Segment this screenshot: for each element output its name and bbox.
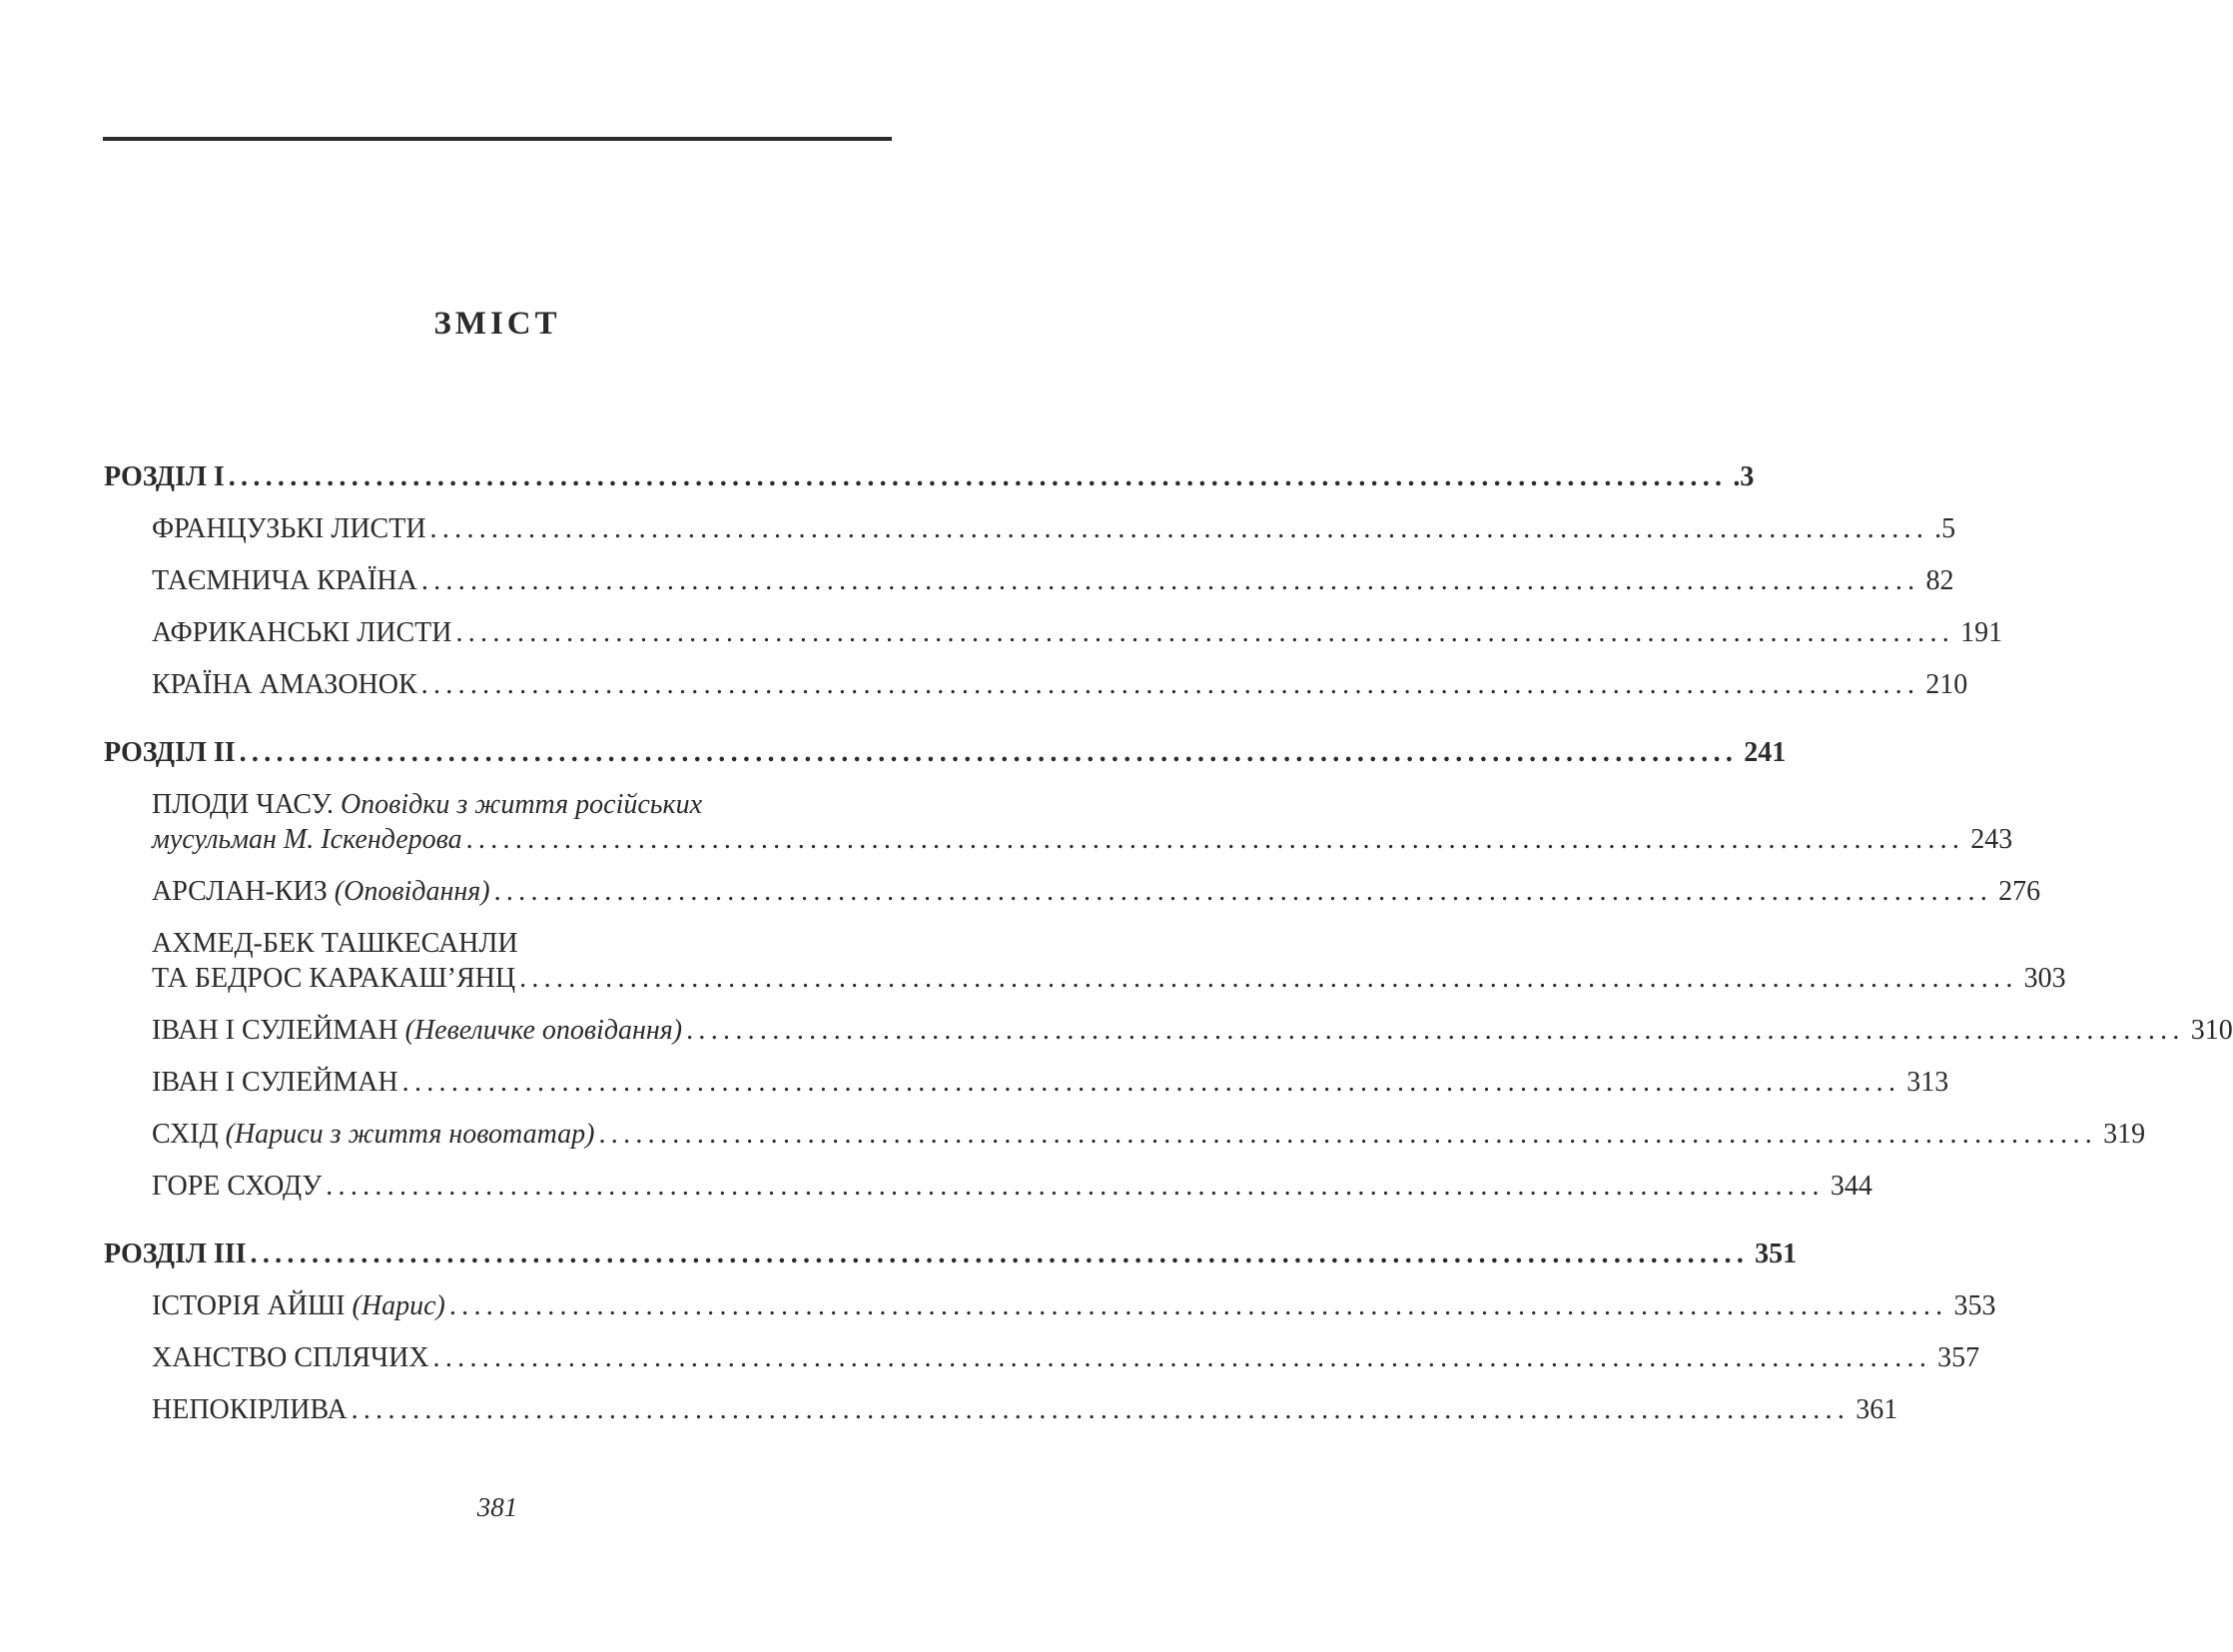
toc-section-1[interactable]: [104, 461, 1755, 513]
dot-leader: ..........................................................................................................................: [455, 617, 1955, 648]
item-title: ХАНСТВО СПЛЯЧИХ: [152, 1342, 429, 1373]
item-title: ІСТОРІЯ АЙШІ: [152, 1290, 346, 1321]
toc-item[interactable]: [104, 617, 2003, 669]
page-number: 82: [1925, 565, 1954, 596]
page-number: 353: [1953, 1290, 1996, 1321]
dot-leader: ..........................................................................................................................: [432, 1342, 1932, 1373]
toc-item[interactable]: [104, 565, 1954, 617]
page-number: 357: [1937, 1342, 1980, 1373]
page-number: 313: [1906, 1067, 1949, 1098]
item-subtitle: Оповідки з життя російських: [340, 789, 703, 820]
toc-section-2[interactable]: [104, 737, 1787, 789]
page-number: 319: [2103, 1119, 2146, 1150]
dot-leader: ..........................................................................................................................: [239, 737, 1739, 768]
item-subtitle: (Нарис): [352, 1290, 445, 1321]
page-number: 191: [1960, 617, 2003, 648]
toc-item[interactable]: [104, 1119, 2146, 1171]
item-title: АХМЕД-БЕК ТАШКЕСАНЛИ: [152, 928, 518, 959]
dot-leader: ..........................................................................................................................: [420, 669, 1920, 700]
item-title: КРАЇНА АМАЗОНОК: [152, 669, 417, 700]
page-number: 344: [1830, 1171, 1872, 1202]
toc-item[interactable]: [104, 928, 2066, 1015]
page-number: 310: [2190, 1015, 2233, 1046]
section-label: РОЗДІЛ І: [104, 461, 225, 492]
dot-leader: ..........................................................................................................................: [420, 565, 1920, 596]
page-number: 276: [1998, 876, 2041, 907]
top-rule: [103, 137, 892, 141]
item-title: ГОРЕ СХОДУ: [152, 1171, 323, 1202]
dot-leader: ..........................................................................................................................: [228, 461, 1728, 492]
item-subtitle: (Невеличке оповідання): [404, 1015, 683, 1046]
dot-leader: ..........................................................................................................................: [448, 1290, 1948, 1321]
item-title: ТАЄМНИЧА КРАЇНА: [152, 565, 417, 596]
item-title: ФРАНЦУЗЬКІ ЛИСТИ: [152, 513, 426, 544]
page-title: ЗМІСТ: [433, 306, 561, 342]
page-number: 303: [2023, 963, 2066, 994]
item-subtitle-cont: мусульман М. Іскендерова: [152, 824, 462, 855]
item-title: ІВАН І СУЛЕЙМАН: [152, 1067, 398, 1098]
page-number: 241: [1744, 737, 1787, 768]
page-number: .5: [1934, 513, 1956, 544]
page-number: .3: [1733, 461, 1755, 492]
item-subtitle: (Оповідання): [334, 876, 490, 907]
page-number: 243: [1970, 824, 2013, 855]
toc-item[interactable]: [104, 1015, 2233, 1067]
item-title: СХІД: [152, 1119, 219, 1150]
toc-item[interactable]: [104, 1342, 1980, 1394]
toc-section-3[interactable]: [104, 1239, 1798, 1290]
toc-item[interactable]: [104, 1067, 1949, 1119]
toc-item[interactable]: [104, 876, 2041, 928]
section-label: РОЗДІЛ ІІ: [104, 737, 236, 768]
item-title: ІВАН І СУЛЕЙМАН: [152, 1015, 398, 1046]
item-title: НЕПОКІРЛИВА: [152, 1394, 348, 1425]
table-of-contents: [104, 461, 2233, 1446]
toc-item[interactable]: [104, 1394, 1898, 1446]
page-number: 210: [1925, 669, 1968, 700]
dot-leader: ..........................................................................................................................: [429, 513, 1929, 544]
dot-leader: ..........................................................................................................................: [465, 824, 1965, 855]
item-subtitle: (Нариси з життя новотатар): [225, 1119, 595, 1150]
toc-item[interactable]: [104, 1171, 1872, 1223]
toc-item[interactable]: [104, 1290, 1996, 1342]
dot-leader: ..........................................................................................................................: [686, 1015, 2185, 1046]
item-title: АРСЛАН-КИЗ: [152, 876, 328, 907]
dot-leader: ..........................................................................................................................: [493, 876, 1993, 907]
dot-leader: ..........................................................................................................................: [326, 1171, 1825, 1202]
toc-item[interactable]: [104, 789, 2013, 876]
dot-leader: ..........................................................................................................................: [351, 1394, 1851, 1425]
section-label: РОЗДІЛ ІІІ: [104, 1239, 247, 1269]
item-title-cont: ТА БЕДРОС КАРАКАШ’ЯНЦ: [152, 963, 516, 994]
page-number: 361: [1856, 1394, 1898, 1425]
toc-item[interactable]: [104, 669, 1968, 721]
item-title: ПЛОДИ ЧАСУ.: [152, 789, 334, 820]
dot-leader: ..........................................................................................................................: [519, 963, 2018, 994]
page-number: 351: [1755, 1239, 1798, 1269]
dot-leader: ..........................................................................................................................: [250, 1239, 1750, 1269]
dot-leader: ..........................................................................................................................: [401, 1067, 1901, 1098]
page-folio: 381: [476, 1492, 518, 1522]
item-title: АФРИКАНСЬКІ ЛИСТИ: [152, 617, 452, 648]
dot-leader: ..........................................................................................................................: [598, 1119, 2098, 1150]
toc-item[interactable]: [104, 513, 1956, 565]
